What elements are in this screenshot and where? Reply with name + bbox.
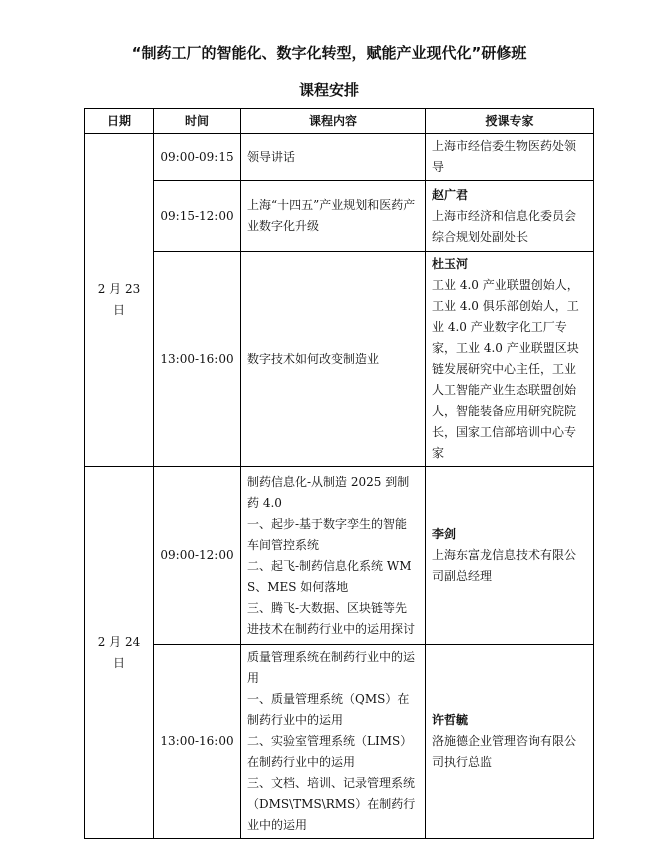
table-header-row	[85, 109, 594, 134]
expert-desc: 工业 4.0 产业联盟创始人，工业 4.0 俱乐部创始人，工业 4.0 产业数字化工厂专家，工业 4.0 产业联盟区块链发展研究中心主任，工业人工智能产业生态联盟创始人，智能装备应用研究院院长，国家工信部培训中心专家	[432, 278, 579, 460]
time-cell: 09:15-12:00	[154, 181, 241, 252]
schedule-table	[84, 108, 594, 839]
content-line: 数字技术如何改变制造业	[247, 351, 380, 366]
content-cell	[241, 134, 426, 181]
content-line: 制药信息化-从制造 2025 到制药 4.0	[247, 474, 410, 510]
content-cell	[241, 645, 426, 839]
expert-desc: 洛施德企业管理咨询有限公司执行总监	[432, 734, 577, 769]
expert-cell	[426, 134, 594, 181]
table-row	[85, 645, 594, 839]
date-cell: 2 月 24 日	[85, 467, 154, 839]
expert-desc: 上海市经信委生物医药处领导	[432, 139, 577, 174]
expert-desc: 上海东富龙信息技术有限公司副总经理	[432, 548, 577, 583]
content-line: 领导讲话	[247, 149, 296, 164]
content-cell	[241, 467, 426, 645]
content-cell	[241, 252, 426, 467]
header-content: 课程内容	[241, 109, 426, 134]
content-line: 质量管理系统在制药行业中的运用	[247, 650, 416, 685]
header-time: 时间	[154, 109, 241, 134]
header-expert: 授课专家	[426, 109, 594, 134]
expert-cell	[426, 645, 594, 839]
document-subtitle: 课程安排	[298, 81, 359, 99]
table-row	[85, 467, 594, 645]
expert-cell	[426, 252, 594, 467]
expert-name: 杜玉河	[432, 257, 469, 271]
time-cell: 09:00-12:00	[154, 467, 241, 645]
expert-cell	[426, 181, 594, 252]
document-title: “制药工厂的智能化、数字化转型，赋能产业现代化”研修班	[131, 44, 527, 62]
date-cell: 2 月 23 日	[85, 134, 154, 467]
expert-name: 赵广君	[432, 187, 469, 202]
content-line: 三、腾飞-大数据、区块链等先进技术在制药行业中的运用探讨	[247, 600, 416, 636]
table-row	[85, 134, 594, 181]
table-row	[85, 181, 594, 252]
time-cell: 13:00-16:00	[154, 252, 241, 467]
time-cell: 13:00-16:00	[154, 645, 241, 839]
table-row	[85, 252, 594, 467]
content-line: 三、文档、培训、记录管理系统（DMS\TMS\RMS）在制药行业中的运用	[247, 776, 416, 832]
expert-cell	[426, 467, 594, 645]
expert-desc: 上海市经济和信息化委员会综合规划处副处长	[432, 208, 577, 244]
content-cell	[241, 181, 426, 252]
content-line: 二、实验室管理系统（LIMS）在制药行业中的运用	[247, 734, 413, 769]
header-date: 日期	[85, 109, 154, 134]
content-line: 二、起飞-制药信息化系统 WMS、MES 如何落地	[247, 558, 412, 594]
content-line: 一、起步-基于数字孪生的智能车间管控系统	[247, 516, 408, 552]
expert-name: 许哲毓	[432, 713, 469, 727]
expert-name: 李剑	[432, 527, 457, 541]
content-line: 一、质量管理系统（QMS）在制药行业中的运用	[247, 692, 410, 727]
content-line: 上海“十四五”产业规划和医药产业数字化升级	[247, 198, 416, 233]
time-cell: 09:00-09:15	[154, 134, 241, 181]
